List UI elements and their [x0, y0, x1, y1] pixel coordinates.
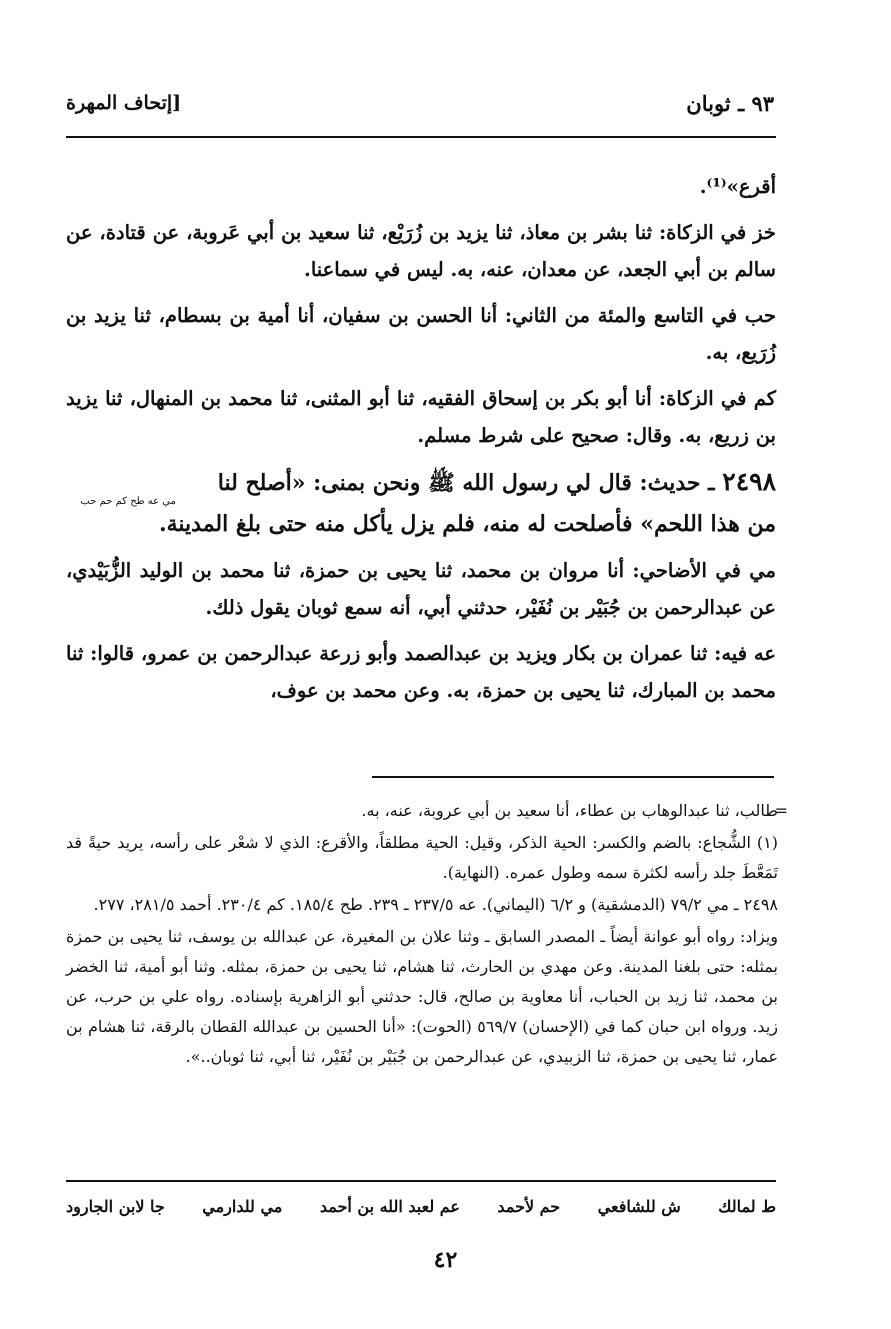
footnote-continuation: طالب، ثنا عبدالوهاب بن عطاء، أنا سعيد بن أبي عروبة، عنه، به.: [361, 801, 778, 820]
paragraph: عه فيه: ثنا عمران بن بكار ويزيد بن عبدالصمد وأبو زرعة عبدالرحمن بن عمرو، قالوا: ثنا محمد بن المبارك، ثنا يحيى بن حمزة، به. وعن محمد بن عوف،: [66, 642, 776, 702]
footnote-separator: [372, 776, 774, 778]
legend-item: ط لمالك: [718, 1197, 776, 1216]
book-title: [إتحاف المهرة: [66, 92, 182, 114]
footnotes: [66, 796, 788, 1074]
continuation-mark: =: [774, 801, 788, 820]
hadith-text-line1: ـ حديث: قال لي رسول الله ﷺ ونحن بمنى: «أصلح لنا: [217, 470, 715, 496]
paragraph: خز في الزكاة: ثنا بشر بن معاذ، ثنا يزيد بن زُرَيْع، ثنا سعيد بن أبي عَروبة، عن قتادة، عن سالم بن أبي الجعد، عن معدان، عنه، به. ليس في سماعنا.: [66, 221, 776, 281]
hadith-text-line2: من هذا اللحم» فأصلحت له منه، فلم يزل يأكل منه حتى بلغ المدينة.: [158, 511, 776, 537]
legend-item: حم لأحمد: [497, 1197, 561, 1216]
abbreviation-legend: [66, 1192, 776, 1222]
paragraph: حب في التاسع والمئة من الثاني: أنا الحسن بن سفيان، أنا أمية بن بسطام، ثنا يزيد بن زُرَيع، به.: [66, 304, 776, 364]
hadith-entry: [66, 463, 776, 543]
footnote-yazad: ويزاد: رواه أبو عوانة أيضاً ـ المصدر السابق ـ وثنا علان بن المغيرة، عن عبدالله بن يوسف، ثنا يحيى بن حمزة بمثله: حتى بلغنا المدينة. وعن مهدي بن الحارث، ثنا هشام، ثنا يحيى بن حمزة، بمثله. وثنا أبو أمية، ثنا الخضر بن محمد، ثنا زيد بن الحباب، أنا معاوية بن صالح، قال: حدثني أبو الزاهرية بإسناده. رواه علي بن حرب، عن زيد. ورواه ابن حبان كما في (الإحسان) ٥٦٩/٧ (الحوت): «أنا الحسين بن عبدالله القطان بالرقة، ثنا هشام بن عمار، ثنا يحيى بن حمزة، ثنا الزبيدي، عن عبدالرحمن بن جُبَيْر بن نُفَيْر، ثنا أبي، ثنا ثوبان..».: [66, 927, 779, 1066]
hadith-number: ٢٤٩٨: [722, 467, 776, 496]
footnote-takhrij: ٢٤٩٨ ـ مي ٧٩/٢ (الدمشقية) و ٦/٢ (اليماني). عه ٢٣٧/٥ ـ ٢٣٩. طح ١٨٥/٤. كم ٢٣٠/٤. أحمد ٢٨١/٥، ٢٧٧.: [93, 895, 778, 914]
legend-item: عم لعبد الله بن أحمد: [319, 1197, 460, 1216]
main-text: [66, 168, 776, 718]
paragraph: كم في الزكاة: أنا أبو بكر بن إسحاق الفقيه، ثنا أبو المثنى، ثنا محمد بن المنهال، ثنا يزيد بن زريع، به. وقال: صحيح على شرط مسلم.: [66, 387, 776, 447]
paragraph: أقرع»⁽¹⁾.: [699, 175, 776, 198]
legend-item: جا لابن الجارود: [66, 1197, 165, 1216]
legend-rule: [66, 1180, 776, 1182]
chapter-title: ٩٣ ـ ثوبان: [686, 90, 774, 116]
running-header: [66, 86, 774, 120]
footnote-1: (١) الشُّجاع: بالضم والكسر: الحية الذكر، وقيل: الحية مطلقاً، والأقرع: الذي لا شعْر على رأسه، يريد حيةً قد تَمَعَّطَ جلد رأسه لكثرة سمه وطول عمره. (النهاية).: [66, 833, 778, 882]
legend-item: ش للشافعي: [597, 1197, 681, 1216]
hadith-sigla: مي عه طح كم حم حب: [80, 496, 176, 507]
paragraph: مي في الأضاحي: أنا مروان بن محمد، ثنا يحيى بن حمزة، ثنا محمد بن الوليد الزُّبَيْدي، عن عبدالرحمن بن جُبَيْر بن نُفَيْر، حدثني أبي، أنه سمع ثوبان يقول ذلك.: [66, 559, 776, 619]
page-number: ٤٢: [433, 1247, 458, 1273]
header-rule: [66, 136, 776, 138]
legend-item: مي للدارمي: [202, 1197, 283, 1216]
